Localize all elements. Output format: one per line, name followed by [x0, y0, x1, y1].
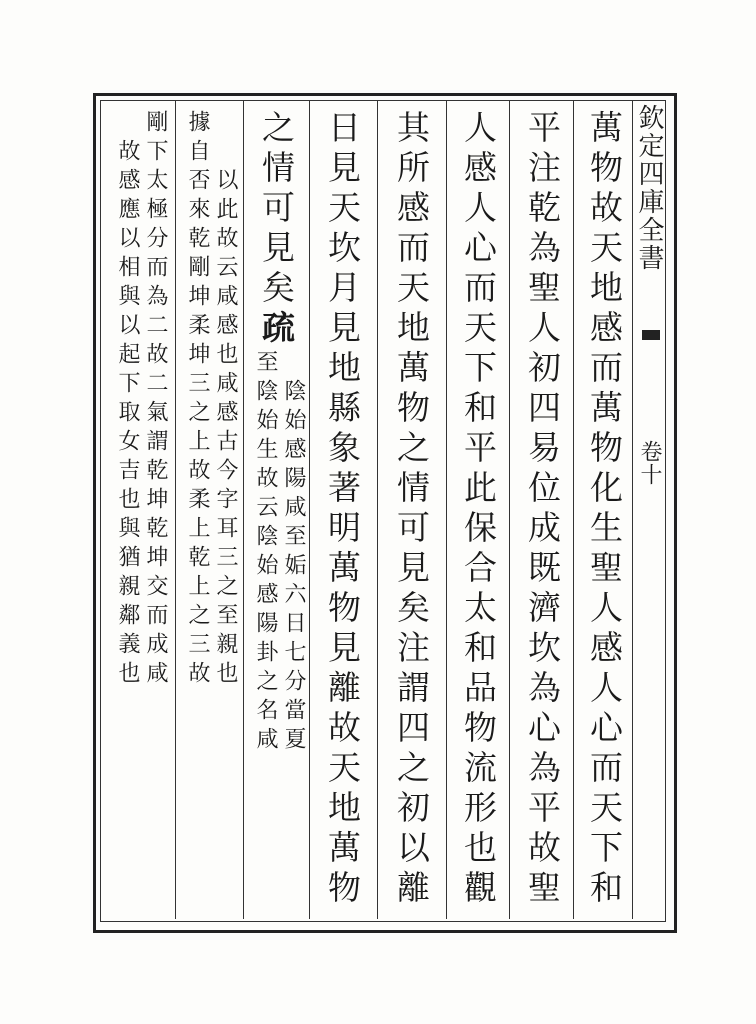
margin-juan-number: 卷十 [637, 440, 662, 486]
note-line-left: 故感應以相與以起下取女吉也與猶親鄰義也 [115, 139, 140, 690]
text-column [380, 110, 442, 910]
note-line-right: 以此故云咸感也咸感古今字耳三之至親也 [213, 168, 238, 690]
column-text: 平注乾為聖人初四易位成既濟坎為心為平故聖 [523, 110, 562, 910]
commentary-marker: 疏 [257, 310, 296, 350]
column-text: 萬物故天地感而萬物化生聖人感人心而天下和 [585, 110, 624, 910]
column-rule [377, 101, 378, 919]
column-rule [175, 101, 176, 919]
text-column [447, 110, 509, 910]
column-text: 人感人心而天下和平此保合太和品物流形也觀 [459, 110, 498, 910]
text-column [511, 110, 573, 910]
note-line-left: 至陰始生故云陰始感陽卦之名咸 [253, 350, 278, 756]
double-line-note [245, 350, 307, 760]
note-line-left: 據自否來乾剛坤柔坤三之上故柔上乾上之三故 [185, 110, 210, 690]
column-text: 其所感而天地萬物之情可見矣注謂四之初以離 [392, 110, 431, 910]
text-column-notes [107, 110, 169, 910]
fish-tail-mark [642, 330, 660, 340]
column-rule [509, 101, 510, 919]
text-column [311, 110, 373, 910]
margin-book-title: 欽定四庫全書 [632, 104, 665, 324]
column-text: 之情可見矣 [257, 110, 296, 310]
note-line-right: 陰始感陽咸至姤六日七分當夏 [281, 379, 306, 756]
column-text: 日見天坎月見地縣象著明萬物見離故天地萬物 [323, 110, 362, 910]
column-rule [243, 101, 244, 919]
text-column-notes [177, 110, 239, 910]
column-rule [309, 101, 310, 919]
note-line-right: 剛下太極分而為二故二氣謂乾坤乾坤交而成咸 [143, 110, 168, 690]
text-column-mixed [245, 110, 307, 910]
text-column [573, 110, 635, 910]
